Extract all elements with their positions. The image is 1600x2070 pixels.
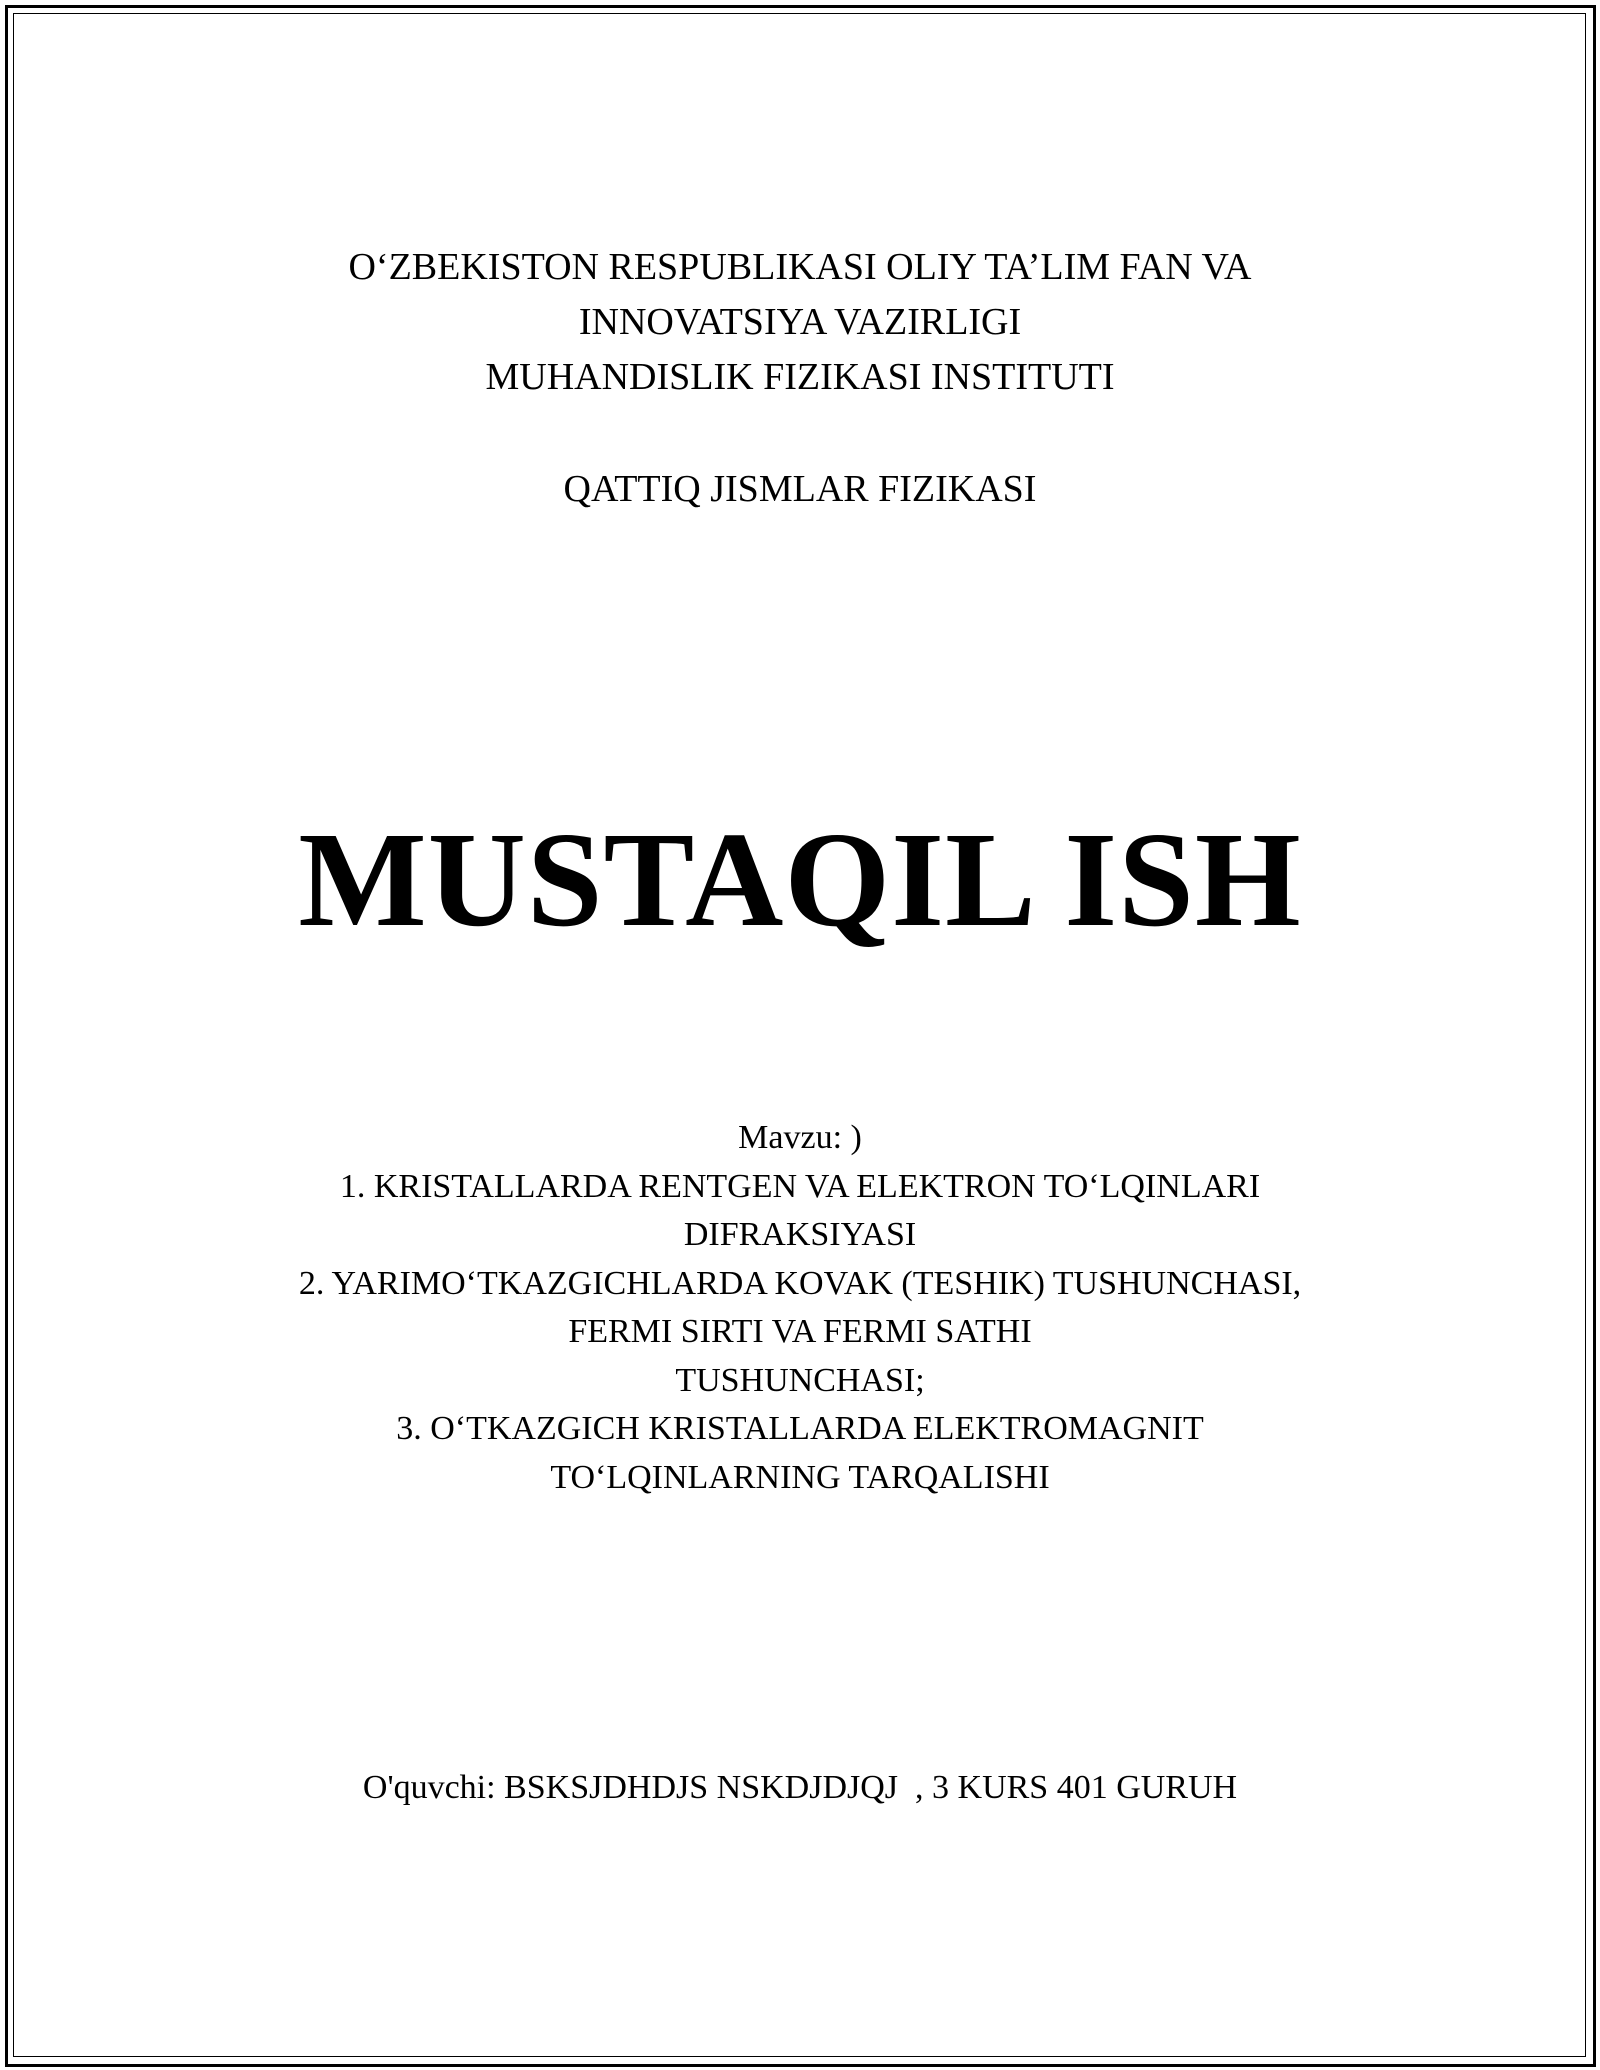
student-info — [0, 1764, 1600, 1812]
topic-label: Mavzu: ) — [738, 1119, 862, 1156]
student-line: O'quvchi: BSKSJDHDJS NSKDJDJQJ , 3 KURS 401 GURUH — [362, 1769, 1238, 1806]
header-line: O‘ZBEKISTON RESPUBLIKASI OLIY TA’LIM FAN VA — [348, 246, 1252, 288]
ministry-header — [0, 240, 1600, 405]
document-title — [0, 805, 1600, 955]
title-text: MUSTAQIL ISH — [298, 805, 1302, 955]
topic-line: 2. YARIMO‘TKAZGICHLARDA KOVAK (TESHIK) TUSHUNCHASI, — [298, 1264, 1302, 1302]
department-name — [0, 462, 1600, 517]
header-line: INNOVATSIYA VAZIRLIGI — [578, 301, 1022, 343]
department-label: QATTIQ JISMLAR FIZIKASI — [563, 468, 1037, 510]
topic-line: TUSHUNCHASI; — [675, 1361, 925, 1399]
topic-line: DIFRAKSIYASI — [683, 1216, 917, 1253]
topic-line: TO‘LQINLARNING TARQALISHI — [550, 1458, 1050, 1496]
header-line: MUHANDISLIK FIZIKASI INSTITUTI — [485, 356, 1115, 398]
topic-line: 1. KRISTALLARDA RENTGEN VA ELEKTRON TO‘LQINLARI — [339, 1167, 1261, 1205]
topic-line: FERMI SIRTI VA FERMI SATHI — [568, 1313, 1032, 1350]
topic-line: 3. O‘TKAZGICH KRISTALLARDA ELEKTROMAGNIT — [396, 1410, 1204, 1447]
topic-section — [0, 1114, 1600, 1502]
